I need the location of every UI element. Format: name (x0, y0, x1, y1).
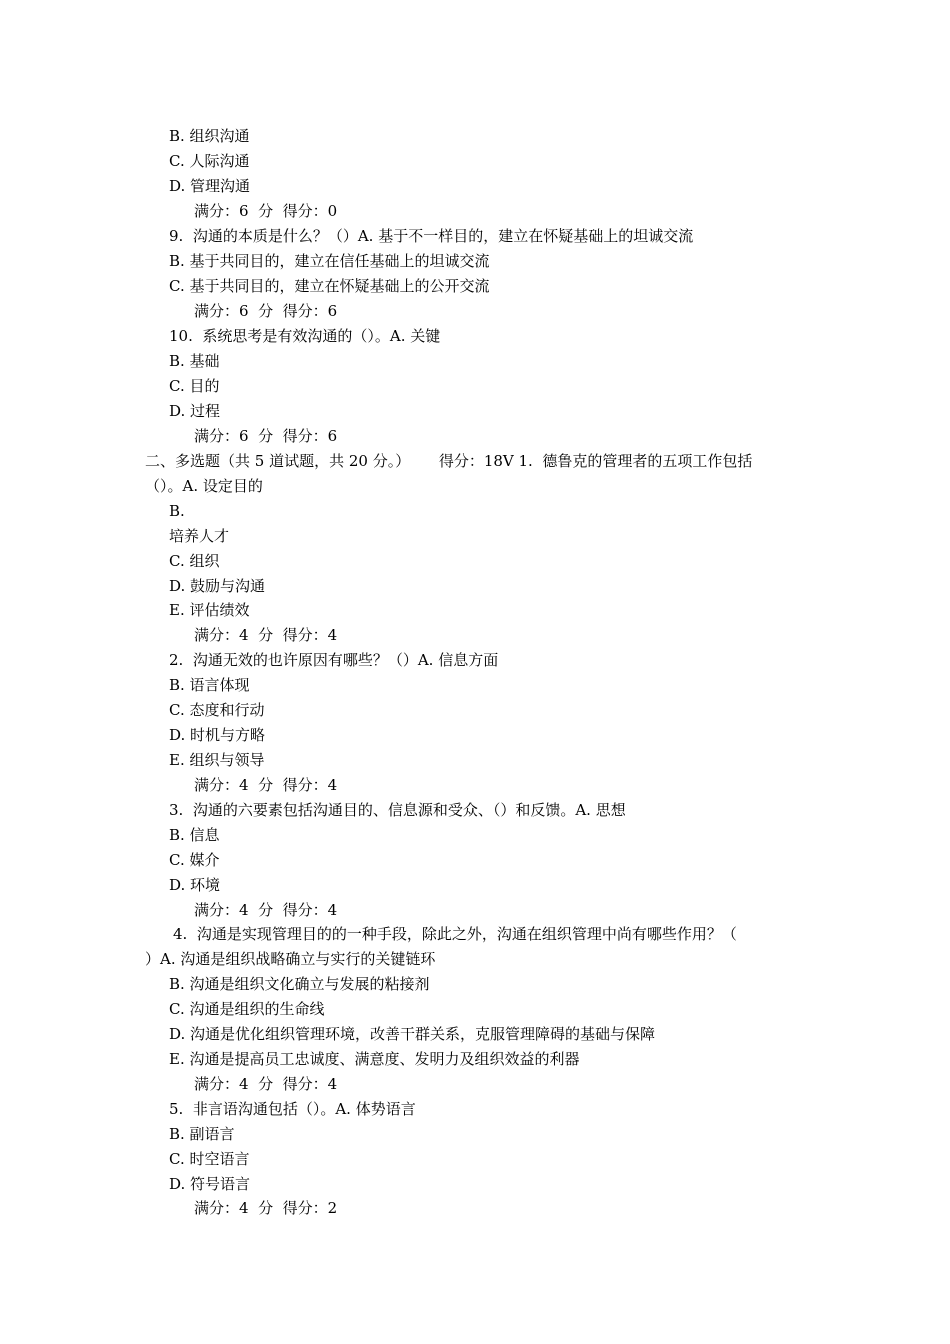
option-line: C. 媒介 (169, 851, 220, 869)
option-line: E. 组织与领导 (169, 751, 265, 769)
option-line: D. 沟通是优化组织管理环境，改善干群关系，克服管理障碍的基础与保障 (169, 1025, 656, 1043)
option-line: B. 沟通是组织文化确立与发展的粘接剂 (169, 975, 430, 993)
option-line: C. 态度和行动 (169, 701, 265, 719)
question-line: 2. 沟通无效的也许原因有哪些？（）A. 信息方面 (169, 651, 499, 669)
option-line: C. 人际沟通 (169, 152, 250, 170)
option-line: D. 鼓励与沟通 (169, 577, 266, 595)
question-line: ）A. 沟通是组织战略确立与实行的关键链环 (145, 950, 436, 968)
option-line: B. 基于共同目的，建立在信任基础上的坦诚交流 (169, 252, 490, 270)
question-line: 9. 沟通的本质是什么？（）A. 基于不一样目的，建立在怀疑基础上的坦诚交流 (169, 227, 694, 245)
question-line: （）。A. 设定目的 (145, 477, 263, 495)
option-line: B. (169, 502, 185, 520)
option-line: B. 信息 (169, 826, 220, 844)
option-line: C. 沟通是组织的生命线 (169, 1000, 325, 1018)
option-line: C. 基于共同目的，建立在怀疑基础上的公开交流 (169, 277, 490, 295)
score-line: 满分：6 分 得分：0 (194, 202, 338, 220)
option-line: D. 环境 (169, 876, 221, 894)
question-line: 3. 沟通的六要素包括沟通目的、信息源和受众、（）和反馈。A. 思想 (169, 801, 626, 819)
option-line: E. 沟通是提高员工忠诚度、满意度、发明力及组织效益的利器 (169, 1050, 580, 1068)
option-line: C. 组织 (169, 552, 220, 570)
score-line: 满分：4 分 得分：4 (194, 1075, 338, 1093)
score-line: 满分：4 分 得分：4 (194, 776, 338, 794)
option-line: D. 时机与方略 (169, 726, 266, 744)
option-line: 培养人才 (169, 527, 230, 545)
option-line: B. 副语言 (169, 1125, 235, 1143)
section-heading: 二、多选题（共 5 道试题，共 20 分。） 得分：18V 1. 德鲁克的管理者的五项工作包括 (145, 452, 753, 470)
option-line: B. 语言体现 (169, 676, 250, 694)
option-line: B. 基础 (169, 352, 220, 370)
question-line: 5. 非言语沟通包括（）。A. 体势语言 (169, 1100, 416, 1118)
option-line: C. 时空语言 (169, 1150, 250, 1168)
option-line: B. 组织沟通 (169, 127, 250, 145)
option-line: D. 过程 (169, 402, 221, 420)
question-line: 10. 系统思考是有效沟通的（）。A. 关键 (169, 327, 441, 345)
option-line: D. 符号语言 (169, 1175, 251, 1193)
score-line: 满分：6 分 得分：6 (194, 302, 338, 320)
question-line: 4. 沟通是实现管理目的的一种手段，除此之外，沟通在组织管理中尚有哪些作用？（ (173, 925, 737, 943)
option-line: E. 评估绩效 (169, 601, 250, 619)
score-line: 满分：6 分 得分：6 (194, 427, 338, 445)
score-line: 满分：4 分 得分：2 (194, 1199, 338, 1217)
option-line: C. 目的 (169, 377, 220, 395)
score-line: 满分：4 分 得分：4 (194, 626, 338, 644)
score-line: 满分：4 分 得分：4 (194, 901, 338, 919)
option-line: D. 管理沟通 (169, 177, 251, 195)
